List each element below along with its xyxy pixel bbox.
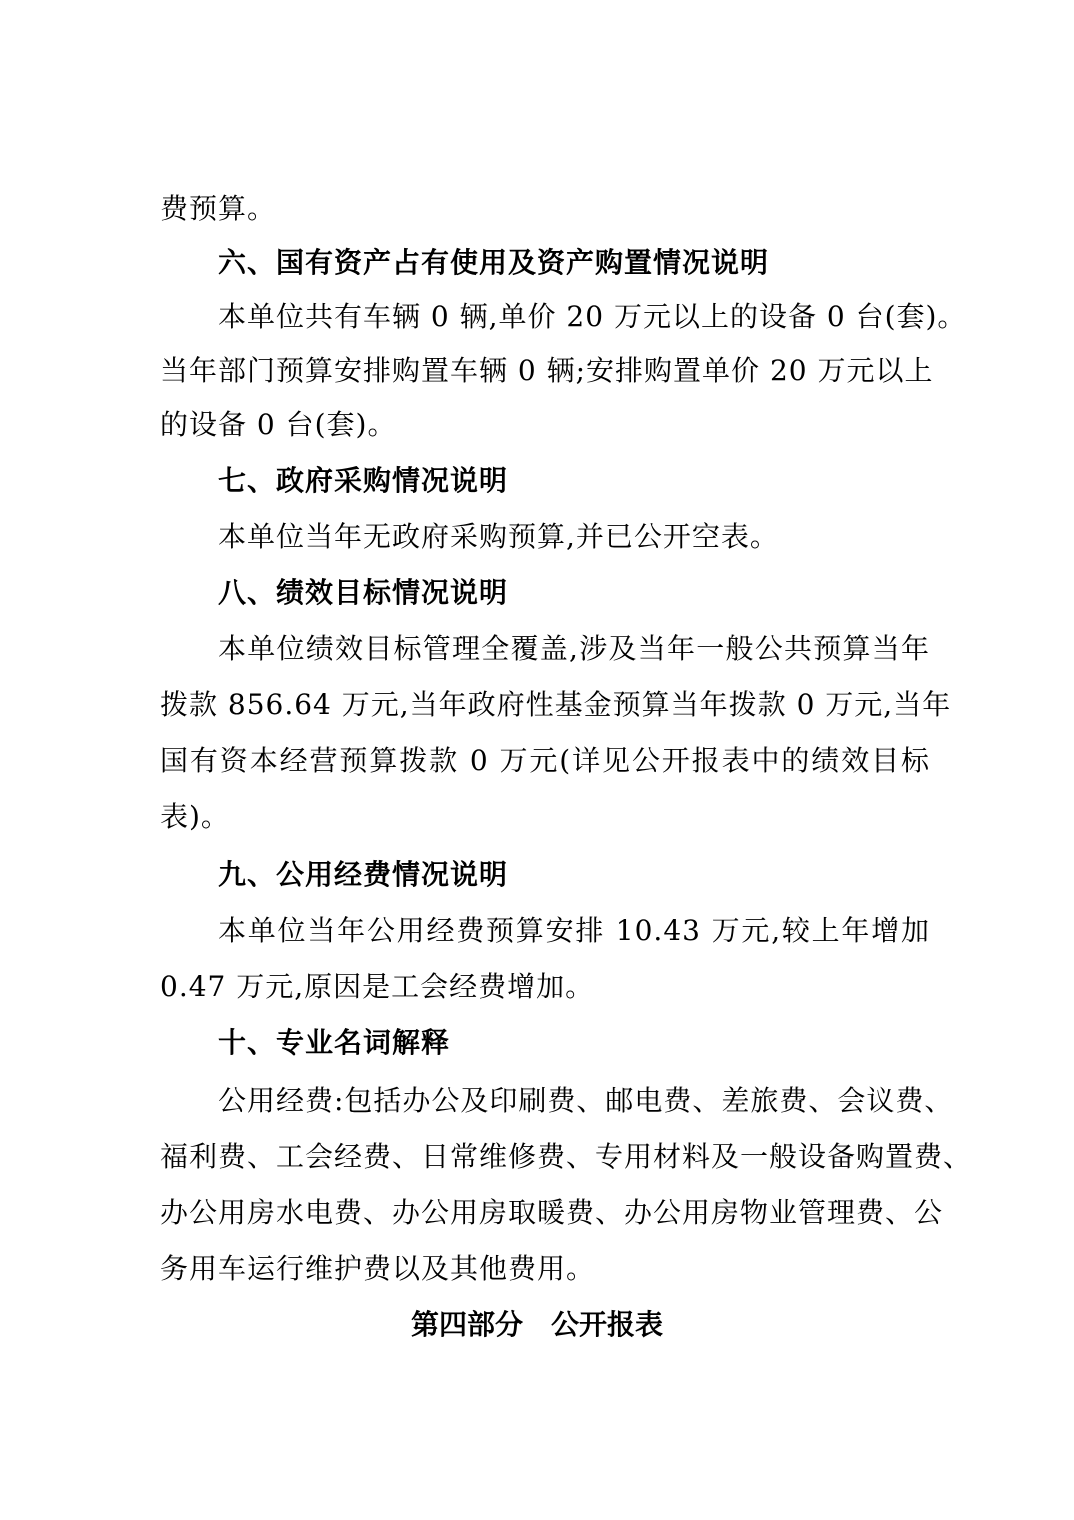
paragraph-line: 拨款 856.64 万元,当年政府性基金预算当年拨款 0 万元,当年: [160, 688, 952, 721]
paragraph-line: 0.47 万元,原因是工会经费增加。: [160, 970, 595, 1003]
section-heading-performance: 八、绩效目标情况说明: [218, 576, 509, 609]
section-heading-assets: 六、国有资产占有使用及资产购置情况说明: [218, 246, 770, 279]
paragraph-line: 本单位当年无政府采购预算,并已公开空表。: [218, 520, 779, 553]
paragraph-line: 本单位绩效目标管理全覆盖,涉及当年一般公共预算当年: [218, 632, 930, 665]
paragraph-line: 当年部门预算安排购置车辆 0 辆;安排购置单价 20 万元以上: [160, 354, 934, 387]
paragraph-line: 务用车运行维护费以及其他费用。: [160, 1252, 596, 1285]
paragraph-line: 办公用房水电费、办公用房取暖费、办公用房物业管理费、公: [160, 1196, 944, 1229]
section-heading-procurement: 七、政府采购情况说明: [218, 464, 509, 497]
paragraph-line: 本单位共有车辆 0 辆,单价 20 万元以上的设备 0 台(套)。: [218, 300, 967, 333]
paragraph-line: 的设备 0 台(套)。: [160, 408, 397, 441]
paragraph-line: 表)。: [160, 800, 230, 833]
section-heading-glossary: 十、专业名词解释: [218, 1026, 451, 1059]
paragraph-line: 本单位当年公用经费预算安排 10.43 万元,较上年增加: [218, 914, 930, 947]
section-heading-public-funds: 九、公用经费情况说明: [218, 858, 509, 891]
paragraph-line: 公用经费:包括办公及印刷费、邮电费、差旅费、会议费、: [218, 1084, 954, 1117]
paragraph-line: 福利费、工会经费、日常维修费、专用材料及一般设备购置费、: [160, 1140, 973, 1173]
paragraph-line: 国有资本经营预算拨款 0 万元(详见公开报表中的绩效目标: [160, 744, 930, 777]
paragraph-line: 费预算。: [160, 192, 277, 225]
part-title: 第四部分 公开报表: [410, 1308, 663, 1341]
